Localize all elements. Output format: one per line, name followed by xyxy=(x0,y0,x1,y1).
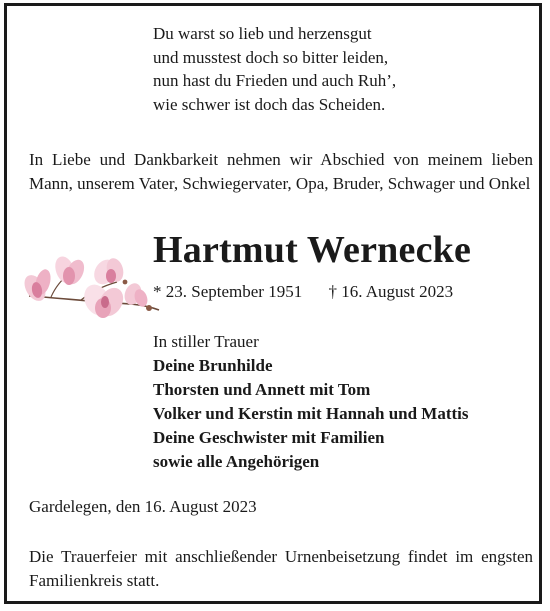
poem-line: wie schwer ist doch das Scheiden. xyxy=(153,94,386,114)
mourner-name: Deine Geschwister mit Familien xyxy=(153,428,385,447)
magnolia-branch-icon xyxy=(21,252,161,326)
poem-line: nun hast du Frieden und auch Ruh’, xyxy=(153,71,397,90)
poem-line: Du warst so lieb und herzensgut xyxy=(153,24,372,43)
obituary-card xyxy=(4,3,542,604)
poem xyxy=(153,22,396,116)
place-date: Gardelegen, den 16. August 2023 xyxy=(29,497,257,516)
poem-line: und musstest doch so bitter leiden, xyxy=(153,47,389,67)
mourner-name: Deine Brunhilde xyxy=(153,356,273,375)
mourner-name: Volker und Kerstin mit Hannah und Mattis xyxy=(153,404,469,423)
deceased-name: Hartmut Wernecke xyxy=(153,229,472,271)
mourners-list xyxy=(153,330,469,474)
birth-date: * 23. September 1951 xyxy=(153,282,303,301)
mourner-name: sowie alle Angehörigen xyxy=(153,452,320,471)
intro-text: In Liebe und Dankbarkeit nehmen wir Abschied von meinem lieben Mann, unserem Vater, Schwiegervater, Opa, Bruder, Schwager und Onkel xyxy=(29,150,533,193)
service-note: Die Trauerfeier mit anschließender Urnenbeisetzung findet im engsten Familienkreis statt. xyxy=(29,547,533,590)
life-dates xyxy=(153,282,453,302)
mourners-lead: In stiller Trauer xyxy=(153,332,259,351)
death-date: † 16. August 2023 xyxy=(328,282,454,301)
mourner-name: Thorsten und Annett mit Tom xyxy=(153,380,371,399)
